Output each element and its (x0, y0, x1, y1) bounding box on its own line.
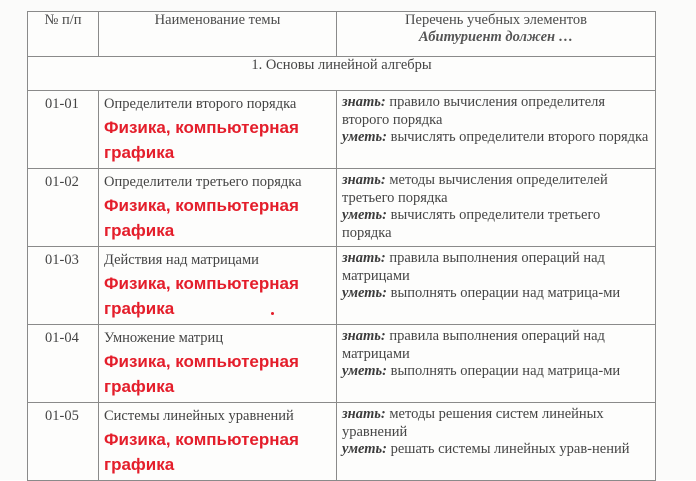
know-text: методы вычисления определителей третьего порядка (342, 172, 608, 206)
row-topic-cell (99, 325, 337, 403)
row-topic: Умножение матриц (104, 330, 224, 346)
know-text: методы решения систем линейных уравнений (342, 406, 604, 440)
know-label: знать: (342, 172, 386, 188)
know-text: правила выполнения операций над матрицами (342, 250, 605, 284)
know-label: знать: (342, 250, 386, 266)
can-text: выполнять операции над матрица-ми (390, 363, 621, 379)
table-header-row (28, 12, 656, 57)
row-elements (337, 247, 656, 325)
row-topic-cell (99, 91, 337, 169)
header-number: № п/п (28, 12, 99, 57)
know-label: знать: (342, 328, 386, 344)
header-elements-title: Перечень учебных элементов (405, 12, 587, 28)
row-topic-cell (99, 169, 337, 247)
row-elements (337, 91, 656, 169)
can-text: решать системы линейных урав-нений (390, 441, 630, 457)
row-number: 01-02 (28, 169, 99, 247)
header-elements-subtitle: Абитуриент должен … (418, 29, 574, 45)
table-row (28, 325, 656, 403)
section-title: 1. Основы линейной алгебры (28, 57, 656, 91)
row-discipline-annotation: Физика, компьютерная графика (104, 430, 299, 474)
row-discipline-annotation: Физика, компьютерная графика (104, 196, 299, 240)
row-elements (337, 169, 656, 247)
row-topic: Действия над матрицами (104, 252, 259, 268)
table-row (28, 91, 656, 169)
row-topic-cell (99, 247, 337, 325)
can-label: уметь: (342, 363, 387, 379)
can-label: уметь: (342, 207, 387, 223)
can-label: уметь: (342, 285, 387, 301)
row-number: 01-01 (28, 91, 99, 169)
table-row (28, 247, 656, 325)
can-text: выполнять операции над матрица-ми (390, 285, 621, 301)
row-topic: Системы линейных уравнений (104, 408, 294, 424)
row-number: 01-05 (28, 403, 99, 481)
row-topic: Определители второго порядка (104, 96, 297, 112)
can-label: уметь: (342, 129, 387, 145)
red-ink-dot (271, 312, 274, 315)
row-elements (337, 403, 656, 481)
know-label: знать: (342, 406, 386, 422)
row-discipline-annotation: Физика, компьютерная графика (104, 118, 299, 162)
know-text: правила выполнения операций над матрицами (342, 328, 605, 362)
row-number: 01-04 (28, 325, 99, 403)
know-label: знать: (342, 94, 386, 110)
row-number: 01-03 (28, 247, 99, 325)
header-topic: Наименование темы (99, 12, 337, 57)
header-elements (337, 12, 656, 57)
can-text: вычислять определители второго порядка (390, 129, 649, 145)
section-row (28, 57, 656, 91)
row-elements (337, 325, 656, 403)
know-text: правило вычисления определителя второго порядка (342, 94, 606, 128)
row-discipline-annotation: Физика, компьютерная графика (104, 352, 299, 396)
row-topic: Определители третьего порядка (104, 174, 302, 190)
can-text: вычислять определители третьего порядка (342, 207, 601, 241)
row-discipline-annotation: Физика, компьютерная графика (104, 274, 299, 318)
syllabus-table (27, 11, 656, 481)
can-label: уметь: (342, 441, 387, 457)
row-topic-cell (99, 403, 337, 481)
table-row (28, 169, 656, 247)
table-row (28, 403, 656, 481)
